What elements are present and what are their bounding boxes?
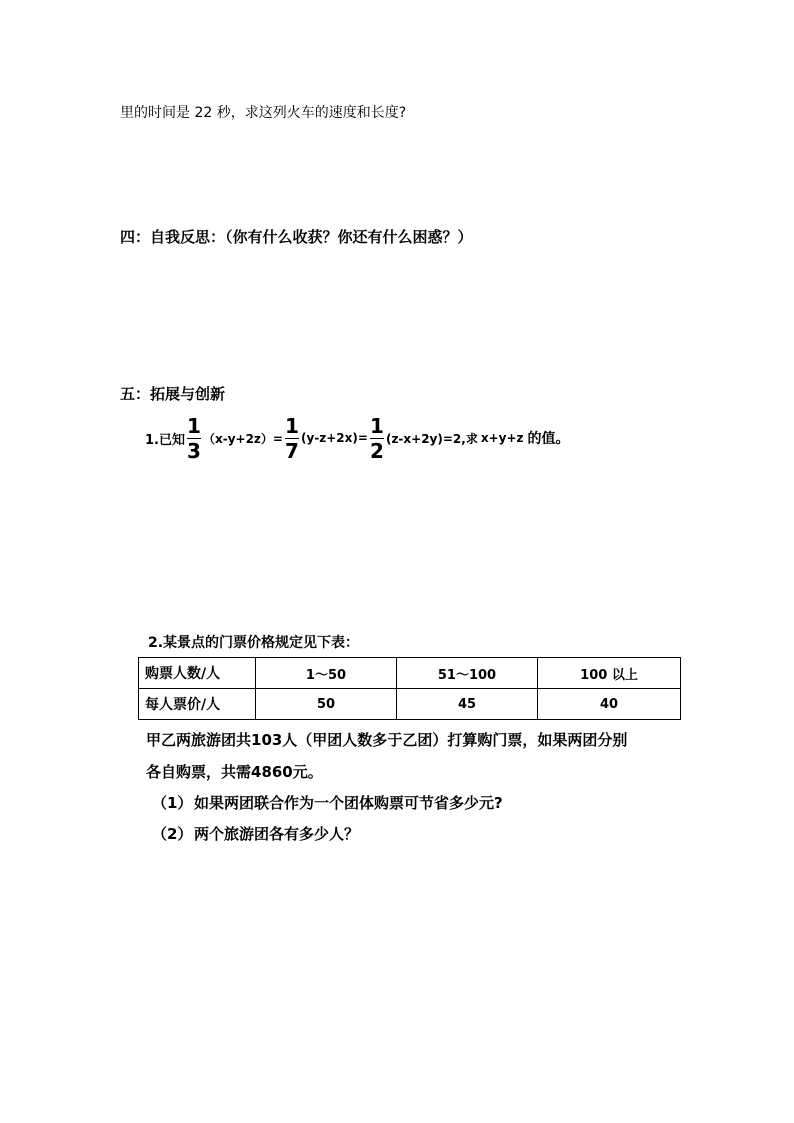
table-cell: 45 xyxy=(397,689,538,720)
sub-question-text: 两个旅游团各有多少人？ xyxy=(194,825,360,843)
fraction-numerator: 1 xyxy=(187,413,201,438)
table-row xyxy=(139,689,681,720)
fraction-denominator: 3 xyxy=(187,438,201,463)
expression-2: (y-z+2x)= xyxy=(300,431,368,445)
question-1-suffix: 的值。 xyxy=(527,431,570,447)
fraction-one-half xyxy=(370,415,384,462)
question-1 xyxy=(145,411,569,465)
section-four-heading: 四：自我反思：（你有什么收获？你还有什么困惑？） xyxy=(120,228,473,246)
question-2-intro: 2.某景点的门票价格规定见下表： xyxy=(148,635,360,651)
table-row-header: 购票人数/人 xyxy=(139,658,256,689)
sub-question-number: （2） xyxy=(152,825,193,843)
expression-1: （x-y+2z）= xyxy=(202,431,283,446)
table-row xyxy=(139,658,681,689)
expression-3: (z-x+2y)=2,求 xyxy=(385,431,478,446)
table-cell: 100 以上 xyxy=(538,658,681,689)
fraction-numerator: 1 xyxy=(285,413,299,438)
sub-question-2 xyxy=(152,823,359,844)
question-2-body-line-2: 各自购票，共需4860元。 xyxy=(146,763,323,781)
expression-4: x+y+z xyxy=(480,431,524,445)
table-cell: 40 xyxy=(538,689,681,720)
ticket-price-table xyxy=(138,657,681,720)
question-2-body-line-1: 甲乙两旅游团共103人（甲团人数多于乙团）打算购门票，如果两团分别 xyxy=(146,731,628,749)
table-cell: 51～100 xyxy=(397,658,538,689)
fraction-one-third xyxy=(187,415,201,462)
sub-question-1 xyxy=(152,792,503,813)
table-cell: 1～50 xyxy=(256,658,397,689)
fraction-numerator: 1 xyxy=(369,413,384,438)
table-row-header: 每人票价/人 xyxy=(139,689,256,720)
problem-text-continuation: 里的时间是 22 秒，求这列火车的速度和长度? xyxy=(120,105,407,121)
question-1-prefix: 1.已知 xyxy=(145,432,185,448)
fraction-one-seventh xyxy=(285,415,299,462)
section-five-heading: 五：拓展与创新 xyxy=(120,385,226,403)
table-cell: 50 xyxy=(256,689,397,720)
fraction-denominator: 2 xyxy=(369,438,384,463)
fraction-denominator: 7 xyxy=(285,438,299,463)
sub-question-number: （1） xyxy=(152,794,193,812)
sub-question-text: 如果两团联合作为一个团体购票可节省多少元? xyxy=(194,794,503,812)
